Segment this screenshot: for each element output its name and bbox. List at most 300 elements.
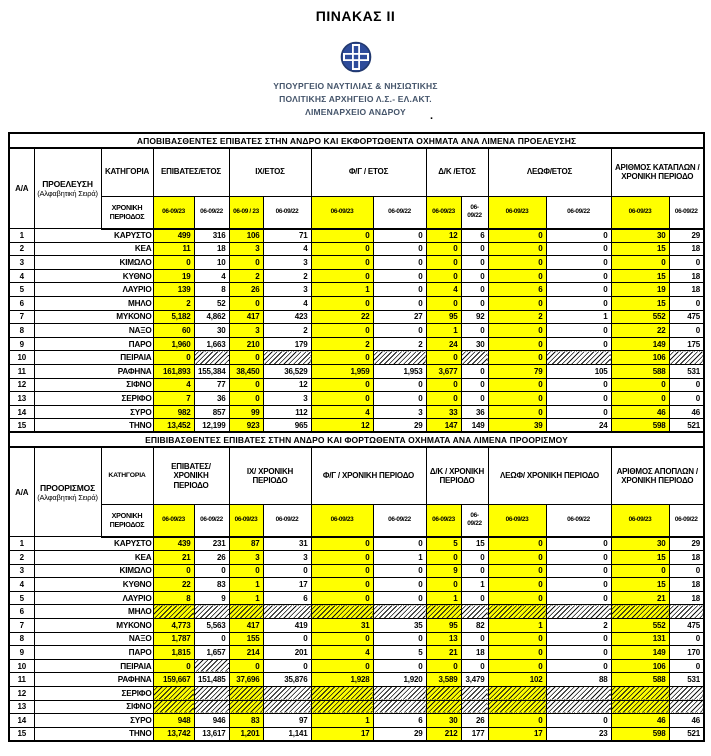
value-cell: 0 <box>546 537 611 551</box>
place-name-cell: ΡΑΦΗΝΑ <box>34 364 153 378</box>
value-cell: 0 <box>488 269 546 283</box>
value-cell: 214 <box>229 646 263 660</box>
value-cell: 23 <box>546 727 611 741</box>
value-cell: 26 <box>194 551 229 565</box>
value-cell: 0 <box>426 256 461 270</box>
value-cell: 24 <box>546 419 611 433</box>
value-cell: 0 <box>669 564 704 578</box>
table-row <box>9 686 704 700</box>
value-cell: 46 <box>611 714 669 728</box>
table1-column-header-row <box>9 148 704 196</box>
place-name-cell: ΡΑΦΗΝΑ <box>34 673 153 687</box>
value-cell: 417 <box>229 310 263 324</box>
value-cell: 26 <box>461 714 488 728</box>
value-cell: 18 <box>669 591 704 605</box>
value-cell: 46 <box>669 405 704 419</box>
value-cell: 18 <box>669 578 704 592</box>
value-cell: 0 <box>311 296 373 310</box>
value-cell: 417 <box>229 618 263 632</box>
value-cell: 0 <box>488 537 546 551</box>
value-cell: 1,920 <box>373 673 426 687</box>
value-cell: 0 <box>546 564 611 578</box>
value-cell: 588 <box>611 673 669 687</box>
row-number-cell: 14 <box>9 405 34 419</box>
value-cell <box>611 700 669 714</box>
value-cell: 0 <box>311 551 373 565</box>
value-cell: 0 <box>488 632 546 646</box>
value-cell: 1 <box>311 714 373 728</box>
table2-period-row <box>9 504 704 537</box>
value-cell: 0 <box>546 269 611 283</box>
value-cell: 0 <box>229 351 263 365</box>
emblem-wrap <box>0 41 711 78</box>
value-cell: 0 <box>311 392 373 406</box>
value-cell: 4 <box>311 405 373 419</box>
table-row <box>9 537 704 551</box>
value-cell: 0 <box>153 351 194 365</box>
value-cell: 0 <box>373 591 426 605</box>
value-cell: 21 <box>426 646 461 660</box>
row-number-cell: 13 <box>9 700 34 714</box>
value-cell <box>669 700 704 714</box>
value-cell: 0 <box>373 578 426 592</box>
value-cell: 475 <box>669 310 704 324</box>
value-cell: 15 <box>611 269 669 283</box>
value-cell: 0 <box>229 659 263 673</box>
value-cell: 1,201 <box>229 727 263 741</box>
value-cell: 18 <box>669 283 704 297</box>
table2-title-row <box>9 432 704 447</box>
value-cell <box>611 605 669 619</box>
value-cell: 0 <box>263 659 311 673</box>
value-cell: 35 <box>373 618 426 632</box>
value-cell: 15 <box>611 551 669 565</box>
row-number-cell: 9 <box>9 646 34 660</box>
value-cell: 0 <box>669 256 704 270</box>
value-cell: 12,199 <box>194 419 229 433</box>
destination-sublabel: (Αλφαβητική Σειρά) <box>37 493 98 502</box>
value-cell: 0 <box>373 256 426 270</box>
value-cell: 1 <box>373 551 426 565</box>
value-cell <box>373 605 426 619</box>
value-cell: 423 <box>263 310 311 324</box>
value-cell: 0 <box>426 351 461 365</box>
place-name-cell: ΣΥΡΟ <box>34 405 153 419</box>
value-cell: 0 <box>611 392 669 406</box>
greek-coastguard-emblem-icon <box>340 41 372 73</box>
row-number-cell: 14 <box>9 714 34 728</box>
value-cell: 0 <box>546 646 611 660</box>
value-cell: 0 <box>229 378 263 392</box>
value-cell: 83 <box>229 714 263 728</box>
value-cell: 0 <box>611 256 669 270</box>
place-name-cell: ΠΕΙΡΑΙΑ <box>34 659 153 673</box>
value-cell: 3 <box>229 242 263 256</box>
value-cell: 36,529 <box>263 364 311 378</box>
value-cell: 0 <box>669 378 704 392</box>
value-cell: 1 <box>426 324 461 338</box>
destination-label: ΠΡΟΟΡΙΣΜΟΣ <box>40 482 95 493</box>
value-cell: 5,182 <box>153 310 194 324</box>
value-cell: 0 <box>546 714 611 728</box>
value-cell: 92 <box>461 310 488 324</box>
table1-body <box>9 229 704 433</box>
value-cell: 0 <box>373 242 426 256</box>
table-row <box>9 283 704 297</box>
value-cell: 923 <box>229 419 263 433</box>
value-cell: 17 <box>488 727 546 741</box>
place-name-cell: ΜΗΛΟ <box>34 296 153 310</box>
row-number-cell: 3 <box>9 564 34 578</box>
value-cell: 11 <box>153 242 194 256</box>
row-number-cell: 15 <box>9 419 34 433</box>
value-cell: 2 <box>263 269 311 283</box>
value-cell: 982 <box>153 405 194 419</box>
value-cell: 60 <box>153 324 194 338</box>
value-cell: 24 <box>426 337 461 351</box>
value-cell <box>194 659 229 673</box>
value-cell: 4,773 <box>153 618 194 632</box>
row-number-cell: 7 <box>9 310 34 324</box>
value-cell: 17 <box>263 578 311 592</box>
value-cell: 2 <box>263 324 311 338</box>
date-header: 06-09/22 <box>373 504 426 537</box>
table1-period-row <box>9 196 704 229</box>
ministry-line-2: ΠΟΛΙΤΙΚΗΣ ΑΡΧΗΓΕΙΟ Λ.Σ.- ΕΛ.ΑΚΤ. <box>279 94 432 104</box>
group-header-departures: ΑΡΙΘΜΟΣ ΑΠΟΠΛΩΝ / ΧΡΟΝΙΚΗ ΠΕΡΙΟΔΟ <box>611 447 704 504</box>
value-cell: 946 <box>194 714 229 728</box>
value-cell: 26 <box>229 283 263 297</box>
table-row <box>9 364 704 378</box>
value-cell: 0 <box>611 564 669 578</box>
value-cell: 0 <box>461 591 488 605</box>
value-cell: 0 <box>229 296 263 310</box>
value-cell: 6 <box>263 591 311 605</box>
value-cell <box>461 700 488 714</box>
value-cell: 2 <box>229 269 263 283</box>
value-cell: 3,479 <box>461 673 488 687</box>
table2-header-section <box>9 432 704 537</box>
value-cell: 0 <box>488 714 546 728</box>
value-cell: 139 <box>153 283 194 297</box>
value-cell: 15 <box>461 537 488 551</box>
table-row <box>9 337 704 351</box>
page-title: ΠΙΝΑΚΑΣ ΙΙ <box>315 8 396 24</box>
value-cell: 31 <box>263 537 311 551</box>
value-cell: 0 <box>611 378 669 392</box>
table-row <box>9 700 704 714</box>
table-row <box>9 310 704 324</box>
value-cell: 0 <box>488 324 546 338</box>
date-header: 06-09/23 <box>611 196 669 229</box>
row-number-cell: 10 <box>9 351 34 365</box>
date-header: 06-09/22 <box>461 504 488 537</box>
value-cell: 0 <box>488 405 546 419</box>
date-header: 06-09/22 <box>546 504 611 537</box>
value-cell: 0 <box>373 659 426 673</box>
value-cell <box>426 605 461 619</box>
value-cell: 0 <box>311 537 373 551</box>
value-cell: 0 <box>373 564 426 578</box>
value-cell: 201 <box>263 646 311 660</box>
value-cell: 71 <box>263 229 311 243</box>
value-cell: 10 <box>194 256 229 270</box>
value-cell: 12 <box>311 419 373 433</box>
place-name-cell: ΚΑΡΥΣΤΟ <box>34 229 153 243</box>
place-name-cell: ΝΑΞΟ <box>34 632 153 646</box>
value-cell: 0 <box>669 324 704 338</box>
value-cell: 499 <box>153 229 194 243</box>
row-number-cell: 2 <box>9 242 34 256</box>
value-cell: 0 <box>488 578 546 592</box>
value-cell: 149 <box>461 419 488 433</box>
row-number-cell: 4 <box>9 578 34 592</box>
value-cell: 15 <box>611 578 669 592</box>
value-cell: 3 <box>229 551 263 565</box>
value-cell <box>194 605 229 619</box>
value-cell <box>546 686 611 700</box>
value-cell: 588 <box>611 364 669 378</box>
value-cell: 0 <box>153 564 194 578</box>
value-cell: 0 <box>426 242 461 256</box>
table-row <box>9 419 704 433</box>
table-row <box>9 673 704 687</box>
value-cell: 0 <box>546 296 611 310</box>
table-row <box>9 296 704 310</box>
value-cell <box>488 686 546 700</box>
date-header: 06-09/23 <box>311 196 373 229</box>
row-number-cell: 5 <box>9 591 34 605</box>
value-cell: 18 <box>669 269 704 283</box>
value-cell <box>669 686 704 700</box>
group-header-trucks: Φ/Γ / ΕΤΟΣ <box>311 148 426 196</box>
table-row <box>9 632 704 646</box>
value-cell <box>153 700 194 714</box>
value-cell: 177 <box>461 727 488 741</box>
main-table <box>8 132 705 742</box>
place-name-cell: ΣΕΡΙΦΟ <box>34 686 153 700</box>
group-header-passengers: ΕΠΙΒΑΤΕΣ/ΕΤΟΣ <box>153 148 229 196</box>
date-header: 06-09/23 <box>611 504 669 537</box>
value-cell: 0 <box>488 242 546 256</box>
period-header: ΧΡΟΝΙΚΗ ΠΕΡΙΟΔΟΣ <box>101 504 153 537</box>
place-name-cell: ΣΥΡΟ <box>34 714 153 728</box>
date-header: 06-09/23 <box>229 504 263 537</box>
date-header: 06-09/22 <box>263 504 311 537</box>
row-number-cell: 11 <box>9 364 34 378</box>
value-cell: 0 <box>311 242 373 256</box>
row-number-cell: 9 <box>9 337 34 351</box>
place-name-cell: ΚΑΡΥΣΤΟ <box>34 537 153 551</box>
table1-title: ΑΠΟΒΙΒΑΣΘΕΝΤΕΣ ΕΠΙΒΑΤΕΣ ΣΤΗΝ ΑΝΔΡΟ ΚΑΙ ΕΚΦΟΡΤΩΘΕΝΤΑ ΟΧΗΜΑΤΑ ΑΝΑ ΛΙΜΕΝΑ ΠΡΟΕΛΕΥΣΗΣ <box>9 133 704 148</box>
value-cell: 0 <box>153 256 194 270</box>
date-header: 06-09 / 23 <box>229 196 263 229</box>
value-cell: 38,450 <box>229 364 263 378</box>
value-cell: 0 <box>461 269 488 283</box>
value-cell: 18 <box>669 242 704 256</box>
value-cell: 0 <box>263 564 311 578</box>
value-cell: 155,384 <box>194 364 229 378</box>
value-cell: 0 <box>461 392 488 406</box>
value-cell: 531 <box>669 364 704 378</box>
row-number-cell: 13 <box>9 392 34 406</box>
value-cell: 105 <box>546 364 611 378</box>
value-cell: 18 <box>194 242 229 256</box>
value-cell: 521 <box>669 727 704 741</box>
value-cell: 112 <box>263 405 311 419</box>
value-cell: 30 <box>194 324 229 338</box>
value-cell: 79 <box>488 364 546 378</box>
value-cell: 19 <box>153 269 194 283</box>
value-cell: 170 <box>669 646 704 660</box>
value-cell: 2 <box>311 337 373 351</box>
value-cell: 1,141 <box>263 727 311 741</box>
value-cell: 4 <box>311 646 373 660</box>
value-cell: 1 <box>488 618 546 632</box>
value-cell: 3 <box>263 551 311 565</box>
value-cell <box>426 700 461 714</box>
place-name-cell: ΣΙΦΝΟ <box>34 700 153 714</box>
table-row <box>9 714 704 728</box>
value-cell: 2 <box>546 618 611 632</box>
value-cell: 30 <box>461 337 488 351</box>
value-cell: 31 <box>311 618 373 632</box>
row-number-cell: 12 <box>9 686 34 700</box>
value-cell <box>546 700 611 714</box>
value-cell: 0 <box>194 632 229 646</box>
value-cell: 0 <box>546 405 611 419</box>
value-cell: 0 <box>373 537 426 551</box>
value-cell: 22 <box>311 310 373 324</box>
place-name-cell: ΜΥΚΟΝΟ <box>34 618 153 632</box>
value-cell: 149 <box>611 646 669 660</box>
date-header: 06-09/22 <box>263 196 311 229</box>
value-cell <box>373 686 426 700</box>
place-name-cell: ΚΥΘΝΟ <box>34 578 153 592</box>
value-cell: 0 <box>373 324 426 338</box>
value-cell: 0 <box>311 659 373 673</box>
value-cell <box>488 700 546 714</box>
value-cell: 0 <box>426 296 461 310</box>
ministry-header <box>0 80 711 119</box>
value-cell <box>194 700 229 714</box>
value-cell: 3,677 <box>426 364 461 378</box>
value-cell: 17 <box>311 727 373 741</box>
value-cell <box>263 700 311 714</box>
value-cell: 0 <box>669 632 704 646</box>
place-name-cell: ΤΗΝΟ <box>34 419 153 433</box>
value-cell: 0 <box>488 256 546 270</box>
value-cell: 0 <box>229 392 263 406</box>
value-cell <box>229 700 263 714</box>
value-cell: 0 <box>373 269 426 283</box>
value-cell <box>488 605 546 619</box>
place-name-cell: ΣΕΡΙΦΟ <box>34 392 153 406</box>
value-cell: 155 <box>229 632 263 646</box>
value-cell: 97 <box>263 714 311 728</box>
category-column-header: ΚΑΤΗΓΟΡΙΑ <box>101 447 153 504</box>
row-number-cell: 11 <box>9 673 34 687</box>
value-cell: 33 <box>426 405 461 419</box>
value-cell: 106 <box>611 659 669 673</box>
table2-body <box>9 537 704 741</box>
origin-label: ΠΡΟΕΛΕΥΣΗ <box>42 178 93 189</box>
value-cell: 2 <box>373 337 426 351</box>
value-cell <box>153 605 194 619</box>
value-cell: 0 <box>461 242 488 256</box>
value-cell: 175 <box>669 337 704 351</box>
value-cell: 598 <box>611 419 669 433</box>
value-cell: 1,657 <box>194 646 229 660</box>
value-cell: 1,953 <box>373 364 426 378</box>
value-cell: 36 <box>461 405 488 419</box>
value-cell: 0 <box>546 392 611 406</box>
value-cell: 0 <box>546 659 611 673</box>
value-cell: 0 <box>311 564 373 578</box>
value-cell: 4 <box>426 283 461 297</box>
value-cell: 3 <box>263 256 311 270</box>
value-cell: 0 <box>461 256 488 270</box>
value-cell: 598 <box>611 727 669 741</box>
date-header: 06-09/22 <box>373 196 426 229</box>
table-row <box>9 351 704 365</box>
table-row <box>9 605 704 619</box>
value-cell: 0 <box>373 378 426 392</box>
value-cell: 15 <box>611 296 669 310</box>
table-row <box>9 727 704 741</box>
value-cell: 18 <box>669 551 704 565</box>
value-cell: 83 <box>194 578 229 592</box>
value-cell: 0 <box>488 659 546 673</box>
table-row <box>9 405 704 419</box>
table-row <box>9 591 704 605</box>
value-cell: 0 <box>546 591 611 605</box>
value-cell <box>669 351 704 365</box>
value-cell <box>229 686 263 700</box>
value-cell: 475 <box>669 618 704 632</box>
value-cell: 0 <box>546 632 611 646</box>
place-name-cell: ΛΑΥΡΙΟ <box>34 283 153 297</box>
row-number-cell: 5 <box>9 283 34 297</box>
value-cell: 0 <box>311 591 373 605</box>
value-cell: 0 <box>546 578 611 592</box>
table-row <box>9 646 704 660</box>
date-header: 06-09/23 <box>426 196 461 229</box>
value-cell: 3 <box>229 324 263 338</box>
value-cell: 18 <box>461 646 488 660</box>
group-header-dk: Δ/Κ / ΧΡΟΝΙΚΗ ΠΕΡΙΟΔΟ <box>426 447 488 504</box>
value-cell: 419 <box>263 618 311 632</box>
value-cell: 0 <box>426 551 461 565</box>
group-header-buses: ΛΕΩΦ/ ΧΡΟΝΙΚΗ ΠΕΡΙΟΔΟ <box>488 447 611 504</box>
table1-title-row <box>9 133 704 148</box>
row-number-cell: 8 <box>9 632 34 646</box>
value-cell: 29 <box>373 727 426 741</box>
value-cell: 6 <box>488 283 546 297</box>
row-number-cell: 4 <box>9 269 34 283</box>
table-row <box>9 659 704 673</box>
value-cell: 0 <box>669 296 704 310</box>
value-cell: 9 <box>194 591 229 605</box>
value-cell: 0 <box>488 351 546 365</box>
value-cell: 22 <box>611 324 669 338</box>
value-cell: 0 <box>488 551 546 565</box>
value-cell: 212 <box>426 727 461 741</box>
value-cell: 2 <box>153 296 194 310</box>
stray-dot: . <box>430 110 434 122</box>
value-cell: 0 <box>461 296 488 310</box>
value-cell: 0 <box>373 632 426 646</box>
